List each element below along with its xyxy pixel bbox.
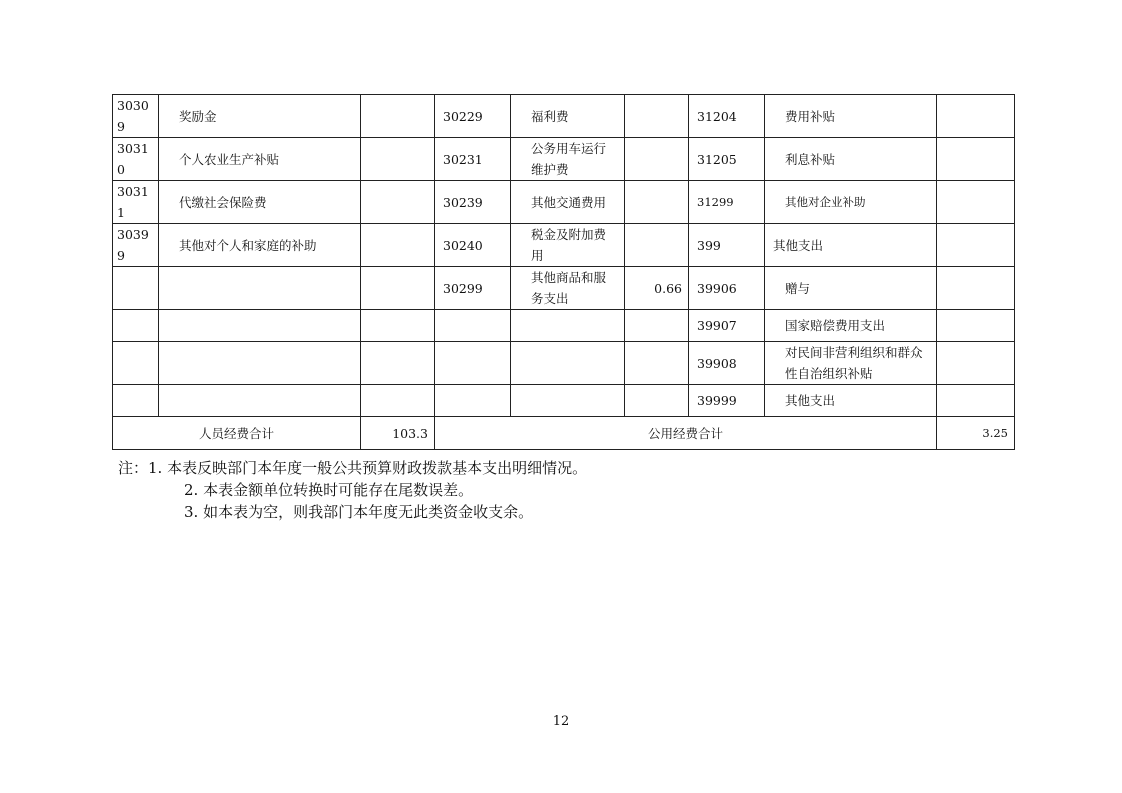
econ-code-cell: 39999	[689, 385, 765, 417]
econ-name-cell	[159, 342, 361, 385]
econ-name-cell: 税金及附加费用	[511, 224, 625, 267]
table-row	[113, 267, 1015, 310]
econ-name-cell: 福利费	[511, 95, 625, 138]
econ-code-cell: 31205	[689, 138, 765, 181]
table-row	[113, 181, 1015, 224]
amount-cell	[937, 385, 1015, 417]
econ-name-cell: 其他交通费用	[511, 181, 625, 224]
econ-name-cell: 代缴社会保险费	[159, 181, 361, 224]
econ-code-cell: 30399	[113, 224, 159, 267]
econ-code-cell	[435, 310, 511, 342]
totals-row	[113, 417, 1015, 450]
amount-cell: 0.66	[625, 267, 689, 310]
note-line: 注：1. 本表反映部门本年度一般公共预算财政拨款基本支出明细情况。	[118, 459, 588, 477]
econ-name-cell	[511, 342, 625, 385]
econ-name-cell: 对民间非营利组织和群众性自治组织补贴	[765, 342, 937, 385]
econ-code-cell	[113, 310, 159, 342]
amount-cell	[361, 138, 435, 181]
econ-code-cell: 39906	[689, 267, 765, 310]
econ-code-cell: 30310	[113, 138, 159, 181]
amount-cell	[361, 342, 435, 385]
econ-name-cell: 其他对个人和家庭的补助	[159, 224, 361, 267]
amount-cell	[361, 385, 435, 417]
amount-cell	[937, 224, 1015, 267]
econ-code-cell: 30229	[435, 95, 511, 138]
econ-name-cell: 其他支出	[765, 385, 937, 417]
amount-cell	[625, 138, 689, 181]
amount-cell	[937, 95, 1015, 138]
table-row	[113, 310, 1015, 342]
table-notes	[118, 457, 587, 523]
econ-name-cell: 利息补贴	[765, 138, 937, 181]
econ-code-cell: 30239	[435, 181, 511, 224]
expenditure-detail-table	[112, 94, 1015, 450]
page-number: 12	[552, 714, 570, 729]
econ-code-cell: 30231	[435, 138, 511, 181]
amount-cell	[937, 342, 1015, 385]
amount-cell	[361, 224, 435, 267]
table-row	[113, 95, 1015, 138]
table-row	[113, 224, 1015, 267]
amount-cell	[625, 342, 689, 385]
econ-code-cell	[113, 385, 159, 417]
econ-name-cell: 公务用车运行维护费	[511, 138, 625, 181]
econ-name-cell: 奖励金	[159, 95, 361, 138]
econ-name-cell: 赠与	[765, 267, 937, 310]
table-row	[113, 138, 1015, 181]
amount-cell	[361, 310, 435, 342]
econ-code-cell: 30240	[435, 224, 511, 267]
personnel-total-value: 103.3	[361, 417, 435, 450]
econ-code-cell: 399	[689, 224, 765, 267]
note-line: 3. 如本表为空，则我部门本年度无此类资金收支余。	[184, 503, 534, 521]
amount-cell	[625, 385, 689, 417]
econ-name-cell	[159, 267, 361, 310]
econ-code-cell: 31204	[689, 95, 765, 138]
econ-name-cell	[511, 385, 625, 417]
econ-code-cell: 30309	[113, 95, 159, 138]
econ-name-cell	[511, 310, 625, 342]
amount-cell	[625, 224, 689, 267]
econ-code-cell	[113, 342, 159, 385]
econ-name-cell: 其他商品和服务支出	[511, 267, 625, 310]
personnel-total-label: 人员经费合计	[113, 417, 361, 450]
econ-code-cell	[435, 342, 511, 385]
econ-name-cell: 个人农业生产补贴	[159, 138, 361, 181]
econ-code-cell: 30311	[113, 181, 159, 224]
note-line: 2. 本表金额单位转换时可能存在尾数误差。	[184, 481, 474, 499]
public-total-value: 3.25	[937, 417, 1015, 450]
econ-name-cell: 其他对企业补助	[765, 181, 937, 224]
econ-name-cell: 其他支出	[765, 224, 937, 267]
amount-cell	[937, 138, 1015, 181]
amount-cell	[361, 267, 435, 310]
econ-name-cell: 国家赔偿费用支出	[765, 310, 937, 342]
econ-code-cell: 30299	[435, 267, 511, 310]
amount-cell	[625, 95, 689, 138]
amount-cell	[937, 267, 1015, 310]
econ-name-cell: 费用补贴	[765, 95, 937, 138]
amount-cell	[625, 181, 689, 224]
table-row	[113, 342, 1015, 385]
amount-cell	[625, 310, 689, 342]
amount-cell	[361, 181, 435, 224]
public-total-label: 公用经费合计	[435, 417, 937, 450]
econ-code-cell: 31299	[689, 181, 765, 224]
econ-code-cell	[113, 267, 159, 310]
amount-cell	[937, 310, 1015, 342]
econ-name-cell	[159, 385, 361, 417]
amount-cell	[361, 95, 435, 138]
econ-code-cell	[435, 385, 511, 417]
econ-name-cell	[159, 310, 361, 342]
econ-code-cell: 39908	[689, 342, 765, 385]
econ-code-cell: 39907	[689, 310, 765, 342]
table-row	[113, 385, 1015, 417]
amount-cell	[937, 181, 1015, 224]
